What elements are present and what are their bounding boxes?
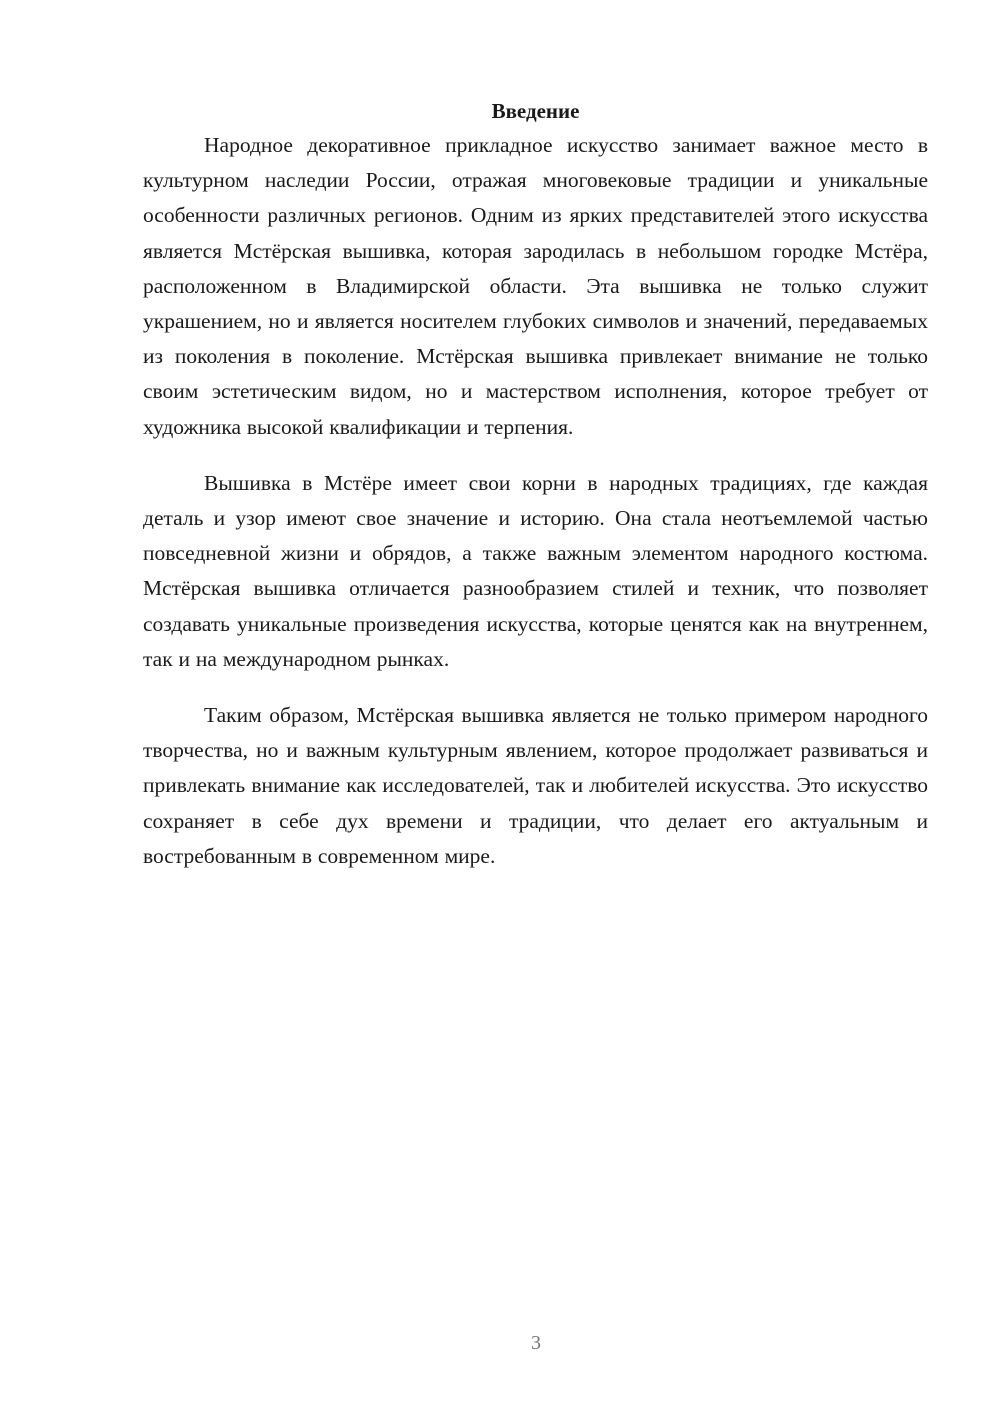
paragraph-2: Вышивка в Мстёре имеет свои корни в народных традициях, где каждая деталь и узор имеют свое значение и историю. Она стала неотъемлемой частью повседневной жизни и обрядов, а также важным элементом народного костюма. Мстёрская вышивка отличается разнообразием стилей и техник, что позволяет создавать уникальные произведения искусства, которые ценятся как на внутреннем, так и на международном рынках. <box>143 470 928 671</box>
page-title: Введение <box>491 99 580 123</box>
paragraph-1: Народное декоративное прикладное искусство занимает важное место в культурном наследии России, отражая многовековые традиции и уникальные особенности различных регионов. Одним из ярких представителей этого искусства является Мстёрская вышивка, которая зародилась в небольшом городке Мстёра, расположенном в Владимирской области. Эта вышивка не только служит украшением, но и является носителем глубоких символов и значений, передаваемых из поколения в поколение. Мстёрская вышивка привлекает внимание не только своим эстетическим видом, но и мастерством исполнения, которое требует от художника высокой квалификации и терпения. <box>143 133 928 439</box>
paragraph-3: Таким образом, Мстёрская вышивка является не только примером народного творчества, но и важным культурным явлением, которое продолжает развиваться и привлекать внимание как исследователей, так и любителей искусства. Это искусство сохраняет в себе дух времени и традиции, что делает его актуальным и востребованным в современном мире. <box>143 703 928 868</box>
document-body <box>143 96 928 874</box>
page-number: 3 <box>531 1332 541 1354</box>
